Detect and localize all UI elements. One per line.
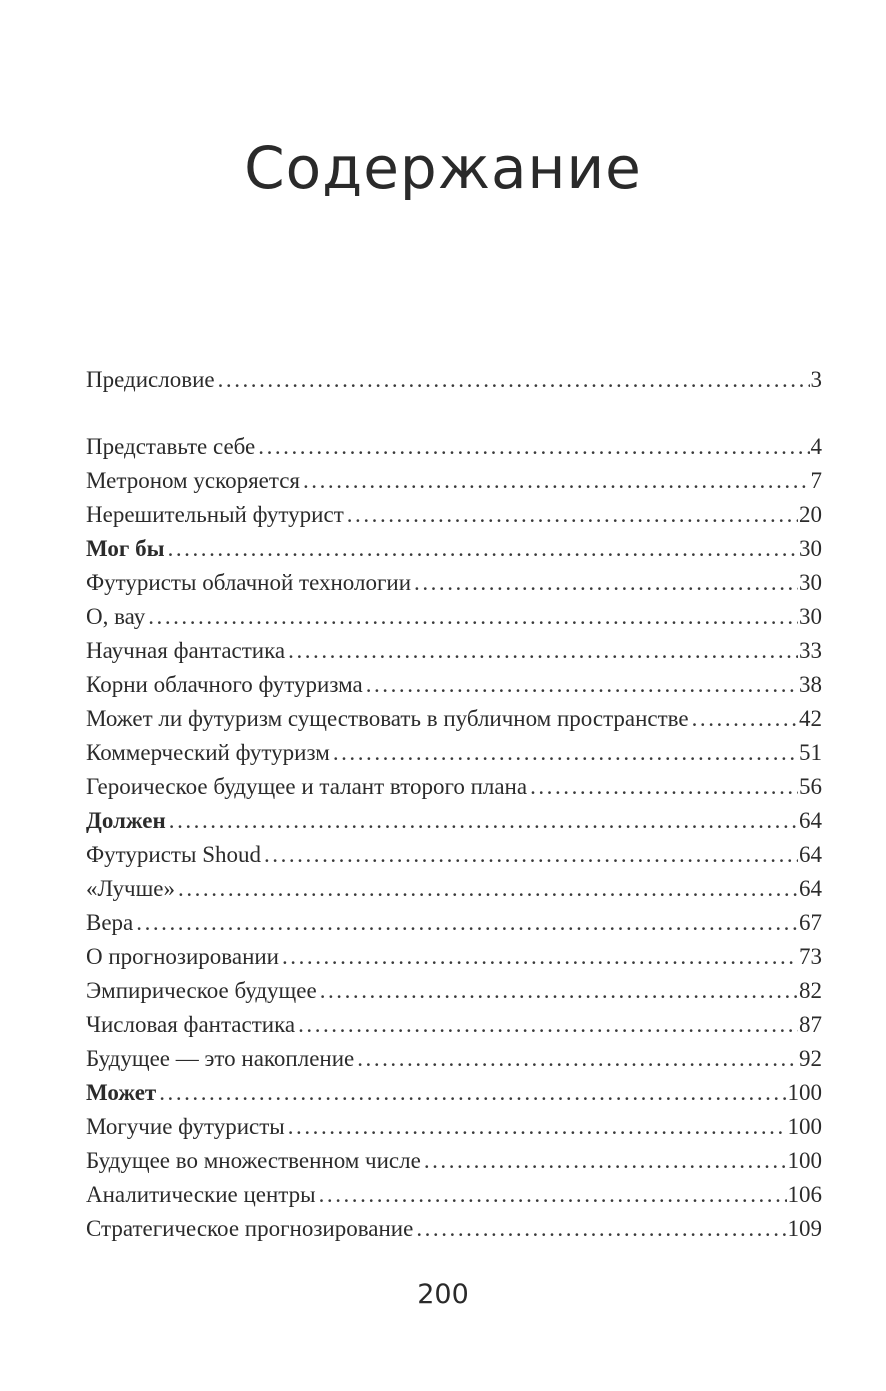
toc-leader-dots — [288, 634, 798, 668]
toc-entry — [86, 838, 822, 872]
toc-entry — [86, 736, 822, 770]
toc-entry — [86, 464, 822, 498]
toc-entry-title: Стратегическое прогнозирование — [86, 1216, 414, 1241]
toc-entry-title: Научная фантастика — [86, 638, 286, 663]
toc-leader-dots — [282, 940, 798, 974]
toc-entry-page: 73 — [799, 944, 822, 969]
toc-entry-title: Будущее — это накопление — [86, 1046, 355, 1071]
toc-entry — [86, 566, 822, 600]
toc-entry-page: 67 — [799, 910, 822, 935]
page-number: 200 — [417, 1279, 469, 1310]
toc-entry — [86, 1144, 822, 1178]
toc-leader-dots — [303, 464, 810, 498]
toc-leader-dots — [320, 974, 798, 1008]
toc-leader-dots — [169, 804, 798, 838]
toc-entry — [86, 600, 822, 634]
toc-entry-page: 7 — [810, 468, 822, 493]
toc-entry-title: Должен — [86, 808, 166, 833]
toc-leader-dots — [298, 1008, 798, 1042]
toc-entry-title: Могучие футуристы — [86, 1114, 285, 1139]
toc-entry-page: 3 — [810, 367, 822, 392]
toc-entry — [86, 872, 822, 906]
page-title: Содержание — [244, 134, 642, 202]
toc-entry-page: 20 — [799, 502, 822, 527]
toc-entry-title: Мог бы — [86, 536, 165, 561]
table-of-contents — [86, 363, 822, 1246]
toc-entry — [86, 940, 822, 974]
toc-leader-dots — [136, 906, 798, 940]
toc-entry-page: 82 — [799, 978, 822, 1003]
toc-leader-dots — [264, 838, 798, 872]
toc-leader-dots — [319, 1178, 787, 1212]
toc-entry — [86, 906, 822, 940]
toc-entry-page: 92 — [799, 1046, 822, 1071]
toc-entry — [86, 770, 822, 804]
toc-leader-dots — [148, 600, 798, 634]
toc-entry-title: Коммерческий футуризм — [86, 740, 330, 765]
toc-entry-page: 106 — [787, 1182, 822, 1207]
toc-entry-title: Аналитические центры — [86, 1182, 316, 1207]
toc-leader-dots — [288, 1110, 787, 1144]
toc-leader-dots — [692, 702, 798, 736]
toc-entry-title: Предисловие — [86, 367, 215, 392]
toc-entry — [86, 1008, 822, 1042]
toc-leader-dots — [424, 1144, 787, 1178]
toc-entry-page: 33 — [799, 638, 822, 663]
toc-leader-dots — [416, 1212, 786, 1246]
toc-entry-page: 30 — [799, 536, 822, 561]
toc-entry-page: 100 — [787, 1114, 822, 1139]
toc-entry-title: Эмпирическое будущее — [86, 978, 317, 1003]
toc-leader-dots — [414, 566, 798, 600]
toc-entry-page: 30 — [799, 604, 822, 629]
toc-leader-dots — [168, 532, 798, 566]
toc-entry-title: Футуристы облачной технологии — [86, 570, 412, 595]
toc-entry-title: О, вау — [86, 604, 146, 629]
toc-entry — [86, 1110, 822, 1144]
toc-leader-dots — [357, 1042, 798, 1076]
toc-entry-page: 100 — [787, 1148, 822, 1173]
toc-entry-title: Метроном ускоряется — [86, 468, 300, 493]
toc-entry — [86, 668, 822, 702]
toc-leader-dots — [159, 1076, 786, 1110]
toc-entry-title: Корни облачного футуризма — [86, 672, 363, 697]
toc-entry-title: Футуристы Shoud — [86, 842, 261, 867]
toc-entry-page: 4 — [810, 434, 822, 459]
toc-entry-title: Вера — [86, 910, 134, 935]
toc-entry-page: 109 — [787, 1216, 822, 1241]
toc-leader-dots — [218, 363, 810, 397]
toc-section-entry — [86, 532, 822, 566]
toc-entry — [86, 363, 822, 397]
toc-entry — [86, 1178, 822, 1212]
toc-entry-page: 30 — [799, 570, 822, 595]
toc-entry-title: Может — [86, 1080, 157, 1105]
toc-entry-title: Героическое будущее и талант второго плана — [86, 774, 528, 799]
toc-entry — [86, 1212, 822, 1246]
toc-entry-page: 64 — [799, 808, 822, 833]
toc-entry-title: Числовая фантастика — [86, 1012, 296, 1037]
toc-leader-dots — [258, 430, 809, 464]
toc-entry — [86, 974, 822, 1008]
toc-entry-title: «Лучше» — [86, 876, 176, 901]
toc-section-entry — [86, 1076, 822, 1110]
toc-leader-dots — [347, 498, 798, 532]
toc-leader-dots — [530, 770, 798, 804]
toc-entry-page: 56 — [799, 774, 822, 799]
toc-entry — [86, 1042, 822, 1076]
toc-leader-dots — [366, 668, 798, 702]
toc-leader-dots — [333, 736, 798, 770]
toc-entry-page: 64 — [799, 842, 822, 867]
toc-entry-page: 64 — [799, 876, 822, 901]
toc-entry-title: Может ли футуризм существовать в публичном пространстве — [86, 706, 689, 731]
toc-entry-page: 38 — [799, 672, 822, 697]
toc-entry-title: О прогнозировании — [86, 944, 279, 969]
toc-entry-title: Будущее во множественном числе — [86, 1148, 421, 1173]
toc-entry — [86, 430, 822, 464]
toc-entry-page: 100 — [787, 1080, 822, 1105]
toc-entry — [86, 634, 822, 668]
toc-entry-title: Представьте себе — [86, 434, 256, 459]
toc-leader-dots — [178, 872, 798, 906]
toc-entry — [86, 702, 822, 736]
toc-entry-title: Нерешительный футурист — [86, 502, 344, 527]
toc-entry — [86, 498, 822, 532]
toc-entry-page: 42 — [799, 706, 822, 731]
toc-section-entry — [86, 804, 822, 838]
toc-entry-page: 51 — [799, 740, 822, 765]
toc-entry-page: 87 — [799, 1012, 822, 1037]
